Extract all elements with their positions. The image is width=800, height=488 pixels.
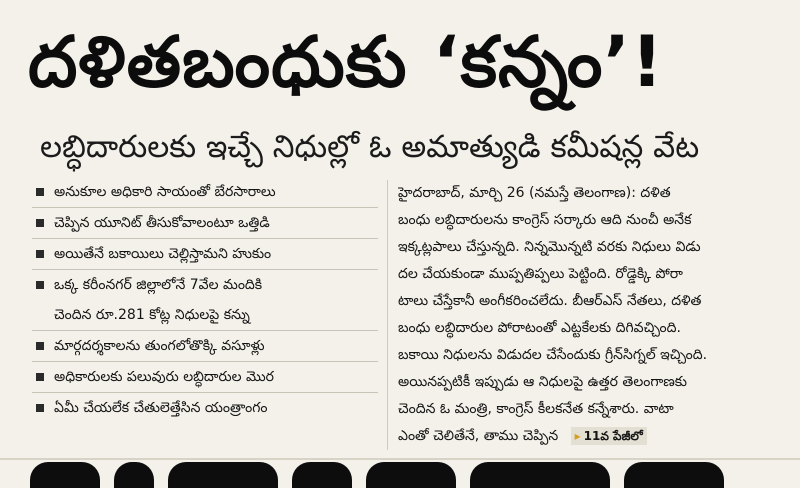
body-line: దల చేయకుండా ముప్పతిప్పలు పెట్టింది. రోడ్డెక్కి పోరా (398, 266, 683, 282)
section-divider (0, 458, 800, 460)
bullet-square-icon (36, 188, 44, 196)
bullet-square-icon (36, 342, 44, 350)
bullet-square-icon (36, 404, 44, 412)
highlight-item: చెప్పిన యూనిట్ తీసుకోవాలంటూ ఒత్తిడి (32, 208, 378, 239)
subheadline: లబ్ధిదారులకు ఇచ్చే నిధుల్లో ఓ అమాత్యుడి కమీషన్ల వేట (40, 129, 700, 165)
highlight-item-continued: చెందిన రూ.281 కోట్ల నిధులపై కన్ను (32, 300, 378, 331)
body-last-line: ఎంతో చెలితేనే, తాము చెప్పిన ▸ 11వ పేజీలో (398, 423, 784, 450)
arrow-right-icon: ▸ (574, 429, 581, 443)
bullet-square-icon (36, 219, 44, 227)
bullet-square-icon (36, 281, 44, 289)
body-line: అయినప్పటికీ ఇప్పుడు ఆ నిధులపై ఉత్తర తెలంగాణకు (398, 374, 687, 390)
highlight-item: అధికారులకు పలువురు లబ్ధిదారుల మొర (32, 362, 378, 393)
highlight-item: మార్గదర్శకాలను తుంగలోతొక్కి వసూళ్లు (32, 331, 378, 362)
body-line: బకాయి నిధులను విడుదల చేసేందుకు గ్రీన్‌సిగ్నల్ ఇచ్చింది. (398, 347, 708, 363)
next-article-headline-partial (30, 462, 790, 488)
bullet-square-icon (36, 373, 44, 381)
body-line: హైదరాబాద్, మార్చి 26 (నమస్తే తెలంగాణ): దళిత (398, 185, 671, 201)
highlight-item: ఒక్క కరీంనగర్ జిల్లాలోనే 7వేల మందికి (32, 270, 378, 300)
body-line: బంధు లబ్ధిదారుల పోరాటంతో ఎట్టకేలకు దిగివచ్చింది. (398, 320, 681, 336)
continued-on-page-link[interactable]: ▸ 11వ పేజీలో (571, 427, 647, 445)
body-line: టాలు చేస్తేకానీ అంగీకరించలేదు. బీఆర్ఎస్ నేతలు, దళిత (398, 293, 702, 309)
highlight-item: అనుకూల అధికారి సాయంతో బేరసారాలు (32, 177, 378, 208)
column-divider (387, 180, 388, 450)
article-body (398, 180, 784, 452)
highlight-item: అయితేనే బకాయిలు చెల్లిస్తామని హుకుం (32, 239, 378, 270)
bullet-square-icon (36, 250, 44, 258)
body-line: ఇక్కట్లపాలు చేస్తున్నది. నిన్నమొన్నటి వరకు నిధులు విడు (398, 239, 701, 255)
body-line: చెందిన ఓ మంత్రి, కాంగ్రెస్ కీలకనేత కన్నేశారు. వాటా (398, 401, 674, 417)
headline: దళితబంధుకు ‘కన్నం’! (28, 21, 664, 103)
body-line: బంధు లబ్ధిదారులను కాంగ్రెస్ సర్కారు ఆది నుంచీ అనేక (398, 212, 692, 228)
highlights-list (32, 177, 378, 453)
highlight-item: ఏమీ చేయలేక చేతులెత్తేసిన యంత్రాంగం (32, 393, 378, 423)
